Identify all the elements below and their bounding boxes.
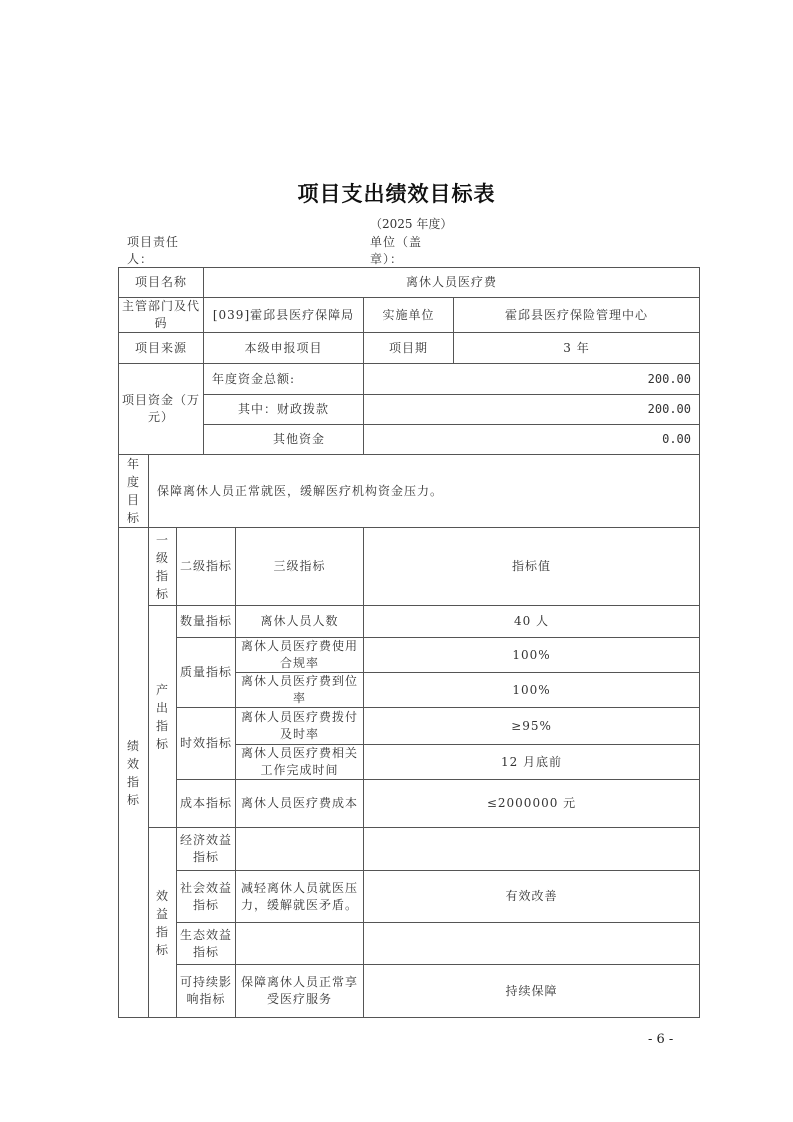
value-cell xyxy=(364,828,700,871)
page-title: 项目支出绩效目标表 xyxy=(297,182,496,206)
level3-cell: 离休人员医疗费拨付及时率 xyxy=(236,708,364,745)
level2-cell: 时效指标 xyxy=(177,708,236,780)
level3-cell: 离休人员医疗费相关工作完成时间 xyxy=(236,745,364,780)
header-level1: 一级指标 xyxy=(149,528,177,606)
level2-cell: 质量指标 xyxy=(177,638,236,708)
level3-cell xyxy=(236,923,364,965)
fiscal-funds-value: 200.00 xyxy=(364,395,700,425)
unit-seal-label: 单位（盖章）： xyxy=(370,235,423,266)
value-cell: 持续保障 xyxy=(364,965,700,1018)
annual-goal-text: 保障离休人员正常就医，缓解医疗机构资金压力。 xyxy=(149,455,700,528)
funds-label: 项目资金（万元） xyxy=(119,364,204,455)
table-row xyxy=(119,455,700,528)
table-row xyxy=(119,333,700,364)
level3-cell: 离休人员医疗费成本 xyxy=(236,780,364,828)
indicators-section-label: 绩效指标 xyxy=(119,528,149,1018)
table-row xyxy=(119,708,700,745)
header-level3: 三级指标 xyxy=(236,528,364,606)
page-number: - 6 - xyxy=(648,1032,674,1047)
total-funds-value: 200.00 xyxy=(364,364,700,395)
other-funds-value: 0.00 xyxy=(364,425,700,455)
level3-cell: 减轻离休人员就医压力，缓解就医矛盾。 xyxy=(236,871,364,923)
table-row xyxy=(119,923,700,965)
dept-label: 主管部门及代码 xyxy=(119,298,204,333)
project-name-value: 离休人员医疗费 xyxy=(204,268,700,298)
benefit-indicators-label: 效益指标 xyxy=(149,828,177,1018)
level3-cell xyxy=(236,828,364,871)
year-label: （2025 年度） xyxy=(370,217,453,231)
table-row xyxy=(119,364,700,395)
value-cell: 100% xyxy=(364,673,700,708)
header-level2: 二级指标 xyxy=(177,528,236,606)
period-value: 3 年 xyxy=(454,333,700,364)
value-cell: 12 月底前 xyxy=(364,745,700,780)
level2-cell: 可持续影响指标 xyxy=(177,965,236,1018)
source-value: 本级申报项目 xyxy=(204,333,364,364)
table-row xyxy=(119,298,700,333)
level2-cell: 生态效益指标 xyxy=(177,923,236,965)
value-cell: 100% xyxy=(364,638,700,673)
table-row xyxy=(119,871,700,923)
period-label: 项目期 xyxy=(364,333,454,364)
output-indicators-label: 产出指标 xyxy=(149,606,177,828)
level2-cell: 经济效益指标 xyxy=(177,828,236,871)
value-cell xyxy=(364,923,700,965)
table-row xyxy=(119,965,700,1018)
table-row xyxy=(119,828,700,871)
impl-unit-label: 实施单位 xyxy=(364,298,454,333)
level3-cell: 离休人员人数 xyxy=(236,606,364,638)
level3-cell: 离休人员医疗费到位率 xyxy=(236,673,364,708)
source-label: 项目来源 xyxy=(119,333,204,364)
total-funds-label: 年度资金总额: xyxy=(204,364,364,395)
value-cell: 有效改善 xyxy=(364,871,700,923)
value-cell: ≤2000000 元 xyxy=(364,780,700,828)
level3-cell: 离休人员医疗费使用合规率 xyxy=(236,638,364,673)
other-funds-label: 其他资金 xyxy=(204,425,364,455)
value-cell: 40 人 xyxy=(364,606,700,638)
header-value: 指标值 xyxy=(364,528,700,606)
fiscal-funds-label: 其中：财政拨款 xyxy=(204,395,364,425)
performance-target-table xyxy=(118,267,700,1018)
responsible-person-label: 项目责任人： xyxy=(127,235,180,266)
table-row xyxy=(119,606,700,638)
level2-cell: 数量指标 xyxy=(177,606,236,638)
value-cell: ≥95% xyxy=(364,708,700,745)
level3-cell: 保障离休人员正常享受医疗服务 xyxy=(236,965,364,1018)
table-row xyxy=(119,528,700,606)
level2-cell: 成本指标 xyxy=(177,780,236,828)
table-row xyxy=(119,268,700,298)
table-row xyxy=(119,425,700,455)
table-row xyxy=(119,638,700,673)
table-row xyxy=(119,780,700,828)
table-row xyxy=(119,395,700,425)
level2-cell: 社会效益指标 xyxy=(177,871,236,923)
annual-goal-label: 年度目标 xyxy=(119,455,149,528)
project-name-label: 项目名称 xyxy=(119,268,204,298)
impl-unit-value: 霍邱县医疗保险管理中心 xyxy=(454,298,700,333)
dept-value: [039]霍邱县医疗保障局 xyxy=(204,298,364,333)
